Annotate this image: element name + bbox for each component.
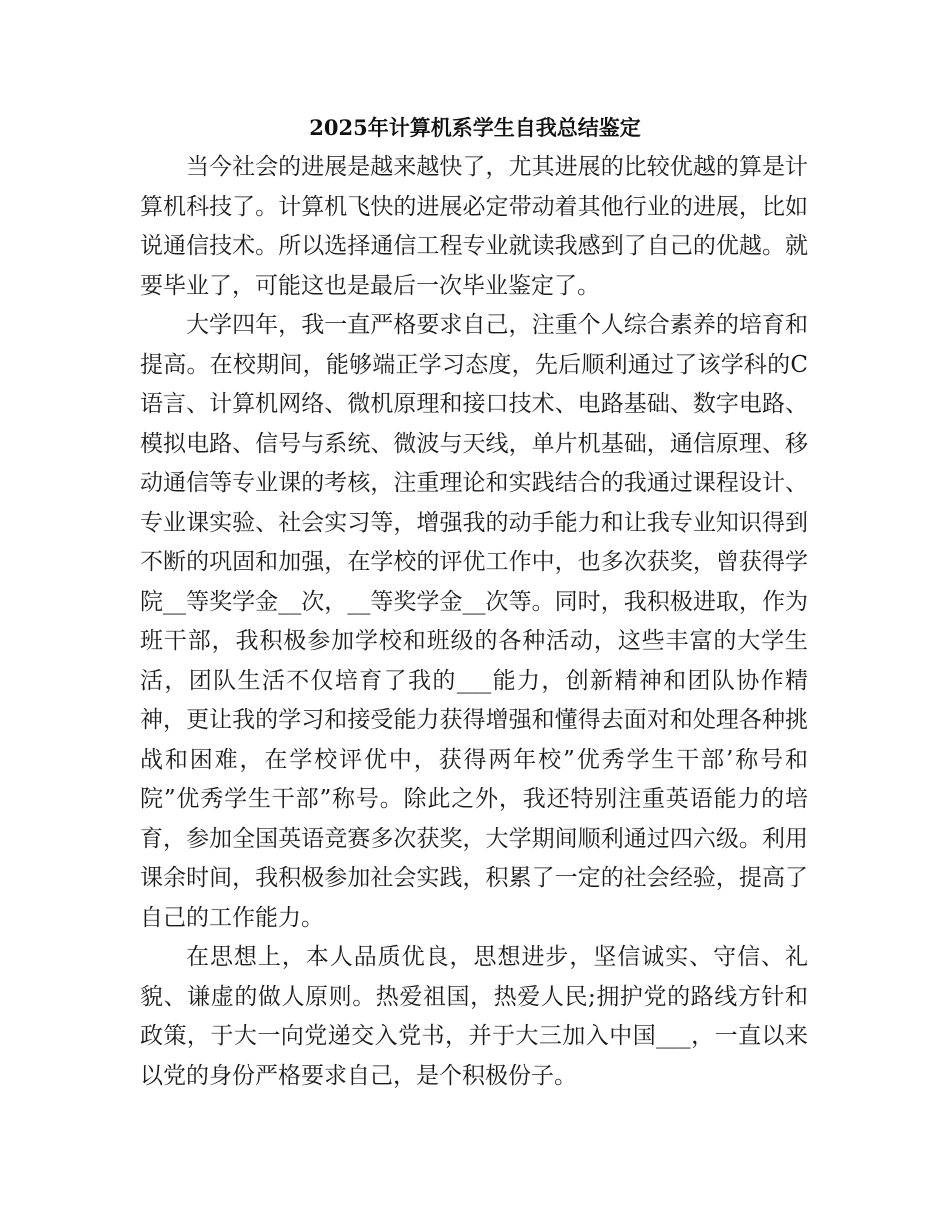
document-title: 2025年计算机系学生自我总结鉴定 [309,115,641,140]
document-body [140,148,808,1096]
paragraph-ideology: 在思想上，本人品质优良，思想进步，坚信诚实、守信、礼貌、谦虚的做人原则。热爱祖国，热爱人民;拥护党的路线方针和政策，于大一向党递交入党书，并于大三加入中国___，一直以来以党的身份严格要求自己，是个积极份子。 [140,944,808,1089]
paragraph-university: 大学四年，我一直严格要求自己，注重个人综合素养的培育和提高。在校期间，能够端正学习态度，先后顺利通过了该学科的C语言、计算机网络、微机原理和接口技术、电路基础、数字电路、模拟电路、信号与系统、微波与天线，单片机基础，通信原理、移动通信等专业课的考核，注重理论和实践结合的我通过课程设计、专业课实验、社会实习等，增强我的动手能力和让我专业知识得到不断的巩固和加强，在学校的评优工作中，也多次获奖，曾获得学院__等奖学金__次，__等奖学金__次等。同时，我积极进取，作为班干部，我积极参加学校和班级的各种活动，这些丰富的大学生活，团队生活不仅培育了我的___能力，创新精神和团队协作精神，更让我的学习和接受能力获得增强和懂得去面对和处理各种挑战和困难，在学校评优中，获得两年校”优秀学生干部’称号和院”优秀学生干部”称号。除此之外，我还特别注重英语能力的培育，参加全国英语竞赛多次获奖，大学期间顺利通过四六级。利用课余时间，我积极参加社会实践，积累了一定的社会经验，提高了自己的工作能力。 [140,312,808,931]
paragraph-intro: 当今社会的进展是越来越快了，尤其进展的比较优越的算是计算机科技了。计算机飞快的进展必定带动着其他行业的进展，比如说通信技术。所以选择通信工程专业就读我感到了自己的优越。就要毕业了，可能这也是最后一次毕业鉴定了。 [140,154,808,299]
